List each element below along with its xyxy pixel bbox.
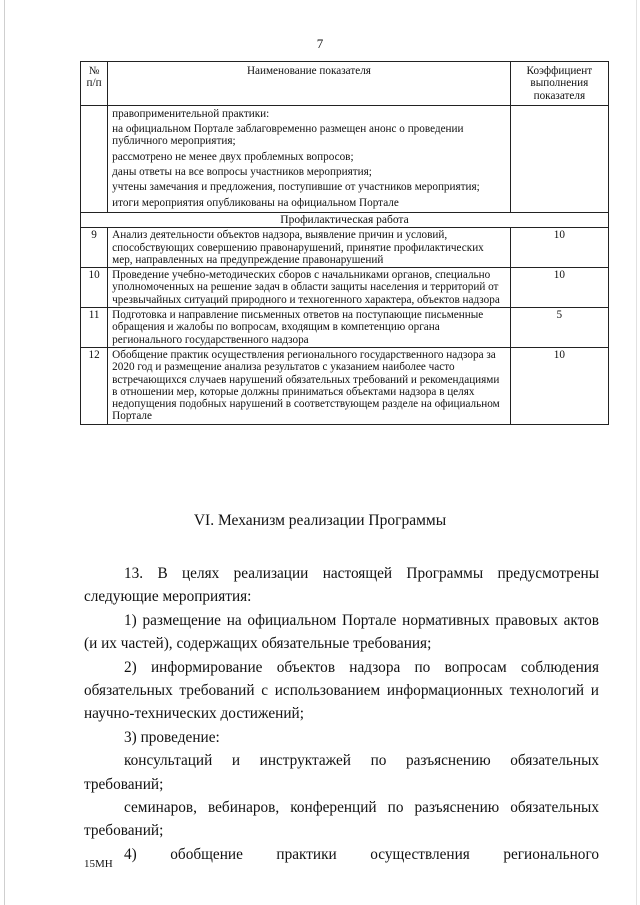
row-name: Подготовка и направление письменных ответов на поступающие письменные обращения и жалобы по вопросам, входящим в компетенцию органа регионального государственного надзора	[108, 308, 511, 348]
row-name: Проведение учебно-методических сборов с начальниками органов, специально уполномоченных на решение задач в области защиты населения и территорий от чрезвычайных ситуаций природного и техногенного характера, объектов надзора	[108, 268, 511, 308]
section-title: Профилактическая работа	[81, 212, 609, 227]
continued-name-cell	[108, 105, 511, 212]
paragraph-item-4: 4) обобщение практики осуществления регионального	[124, 845, 599, 863]
paragraph-item-3b: семинаров, вебинаров, конференций по разъяснению обязательных требований;	[84, 799, 599, 840]
continued-line: рассмотрено не менее двух проблемных вопросов;	[112, 150, 354, 163]
section-row	[81, 212, 609, 227]
header-coef: Коэффициент выполнения показателя	[510, 62, 608, 106]
row-num: 9	[81, 228, 108, 268]
header-name: Наименование показателя	[108, 62, 511, 106]
row-coef: 5	[510, 308, 608, 348]
continued-coef-cell	[510, 105, 608, 212]
paragraph-item-3a: консультаций и инструктажей по разъяснению обязательных требований;	[84, 752, 599, 793]
row-coef: 10	[510, 268, 608, 308]
table-row-continued	[81, 105, 609, 212]
indicators-table	[80, 61, 609, 425]
continued-line: на официальном Портале заблаговременно размещен анонс о проведении публичного мероприятия;	[112, 123, 464, 148]
header-num: № п/п	[81, 62, 108, 106]
table-row	[81, 228, 609, 268]
row-coef: 10	[510, 347, 608, 424]
paragraph-item-3: 3) проведение:	[124, 728, 220, 746]
paragraph-item-2: 2) информирование объектов надзора по вопросам соблюдения обязательных требований с использованием информационных технологий и научно-технических достижений;	[84, 658, 599, 723]
paragraph-13: 13. В целях реализации настоящей Программы предусмотрены следующие мероприятия:	[84, 565, 599, 606]
scan-edge-left	[4, 0, 5, 905]
table-row	[81, 308, 609, 348]
scan-edge-right	[636, 0, 637, 905]
continued-num-cell	[81, 105, 108, 212]
page-number: 7	[316, 36, 324, 51]
continued-line: даны ответы на все вопросы участников мероприятия;	[112, 166, 372, 179]
body-text	[84, 562, 599, 866]
paragraph-item-1: 1) размещение на официальном Портале нормативных правовых актов (и их частей), содержащих обязательные требования;	[84, 611, 599, 653]
document-code: 15МН	[84, 858, 113, 870]
table-header-row	[81, 62, 609, 106]
table-row	[81, 347, 609, 424]
row-name: Обобщение практик осуществления регионального государственного надзора за 2020 год и размещение анализа результатов с указанием наиболее часто встречающихся случаев нарушений обязательных требований и рекомендациями в отношении мер, которые должны приниматься объектами надзора в целях недопущения подобных нарушений в соответствующем разделе на официальном Портале	[108, 347, 511, 424]
continued-line: правоприменительной практики:	[112, 107, 270, 120]
row-name: Анализ деятельности объектов надзора, выявление причин и условий, способствующих совершению правонарушений, принятие профилактических мер, направленных на предупреждение правонарушений	[108, 228, 511, 268]
row-num: 11	[81, 308, 108, 348]
row-num: 10	[81, 268, 108, 308]
row-num: 12	[81, 347, 108, 424]
continued-line: итоги мероприятия опубликованы на официальном Портале	[112, 196, 399, 209]
section-heading: VI. Механизм реализации Программы	[193, 512, 447, 529]
row-coef: 10	[510, 228, 608, 268]
continued-line: учтены замечания и предложения, поступившие от участников мероприятия;	[112, 181, 480, 194]
table-row	[81, 268, 609, 308]
